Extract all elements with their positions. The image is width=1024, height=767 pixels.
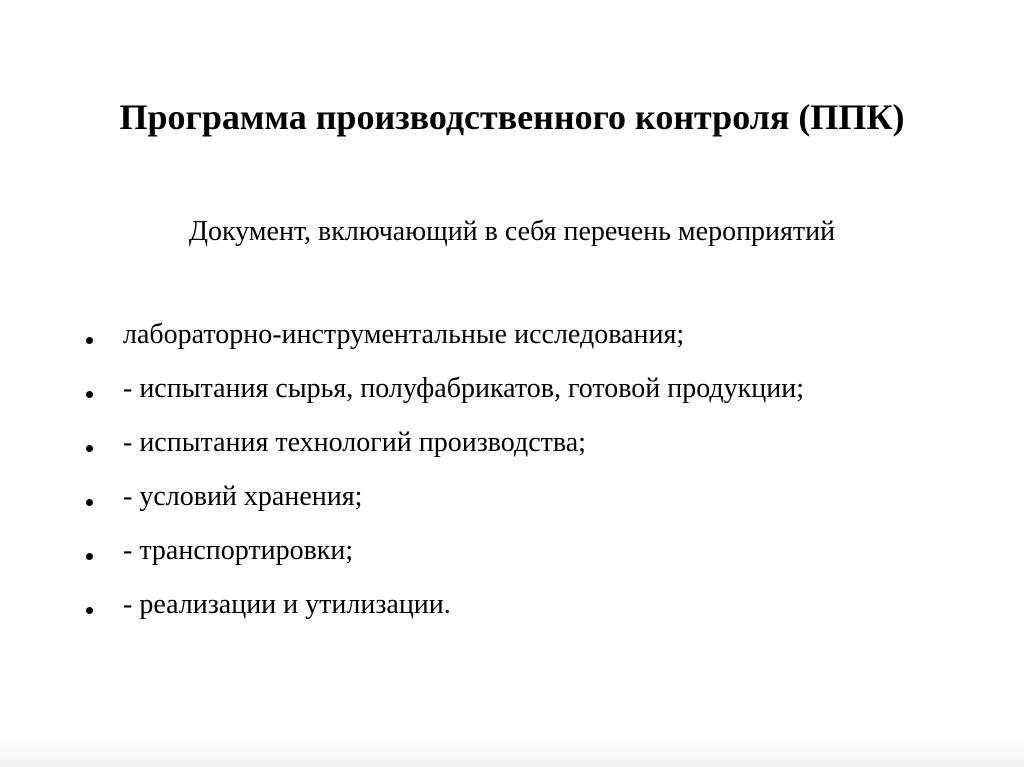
bullet-item	[86, 477, 804, 531]
bullet-item	[86, 423, 804, 477]
bullet-item	[86, 315, 804, 369]
slide-subtitle: Документ, включающий в себя перечень мероприятий	[188, 216, 836, 247]
bullet-text: лабораторно-инструментальные исследования;	[123, 319, 685, 350]
bullet-text: - испытания технологий производства;	[123, 427, 586, 458]
bullet-item	[86, 531, 804, 585]
slide-bottom-band	[0, 739, 1024, 767]
bullet-dot-icon	[86, 553, 93, 560]
bullet-dot-icon	[86, 499, 93, 506]
bullet-dot-icon	[86, 337, 93, 344]
bullet-dot-icon	[86, 607, 93, 614]
bullet-text: - реализации и утилизации.	[123, 589, 451, 620]
bullet-item	[86, 585, 804, 639]
bullet-text: - испытания сырья, полуфабрикатов, готовой продукции;	[123, 373, 804, 404]
bullet-dot-icon	[86, 445, 93, 452]
bullet-list	[86, 315, 804, 639]
slide-title: Программа производственного контроля (ППК)	[119, 97, 905, 137]
bullet-item	[86, 369, 804, 423]
bullet-text: - транспортировки;	[123, 535, 354, 566]
bullet-dot-icon	[86, 391, 93, 398]
bullet-text: - условий хранения;	[123, 481, 363, 512]
